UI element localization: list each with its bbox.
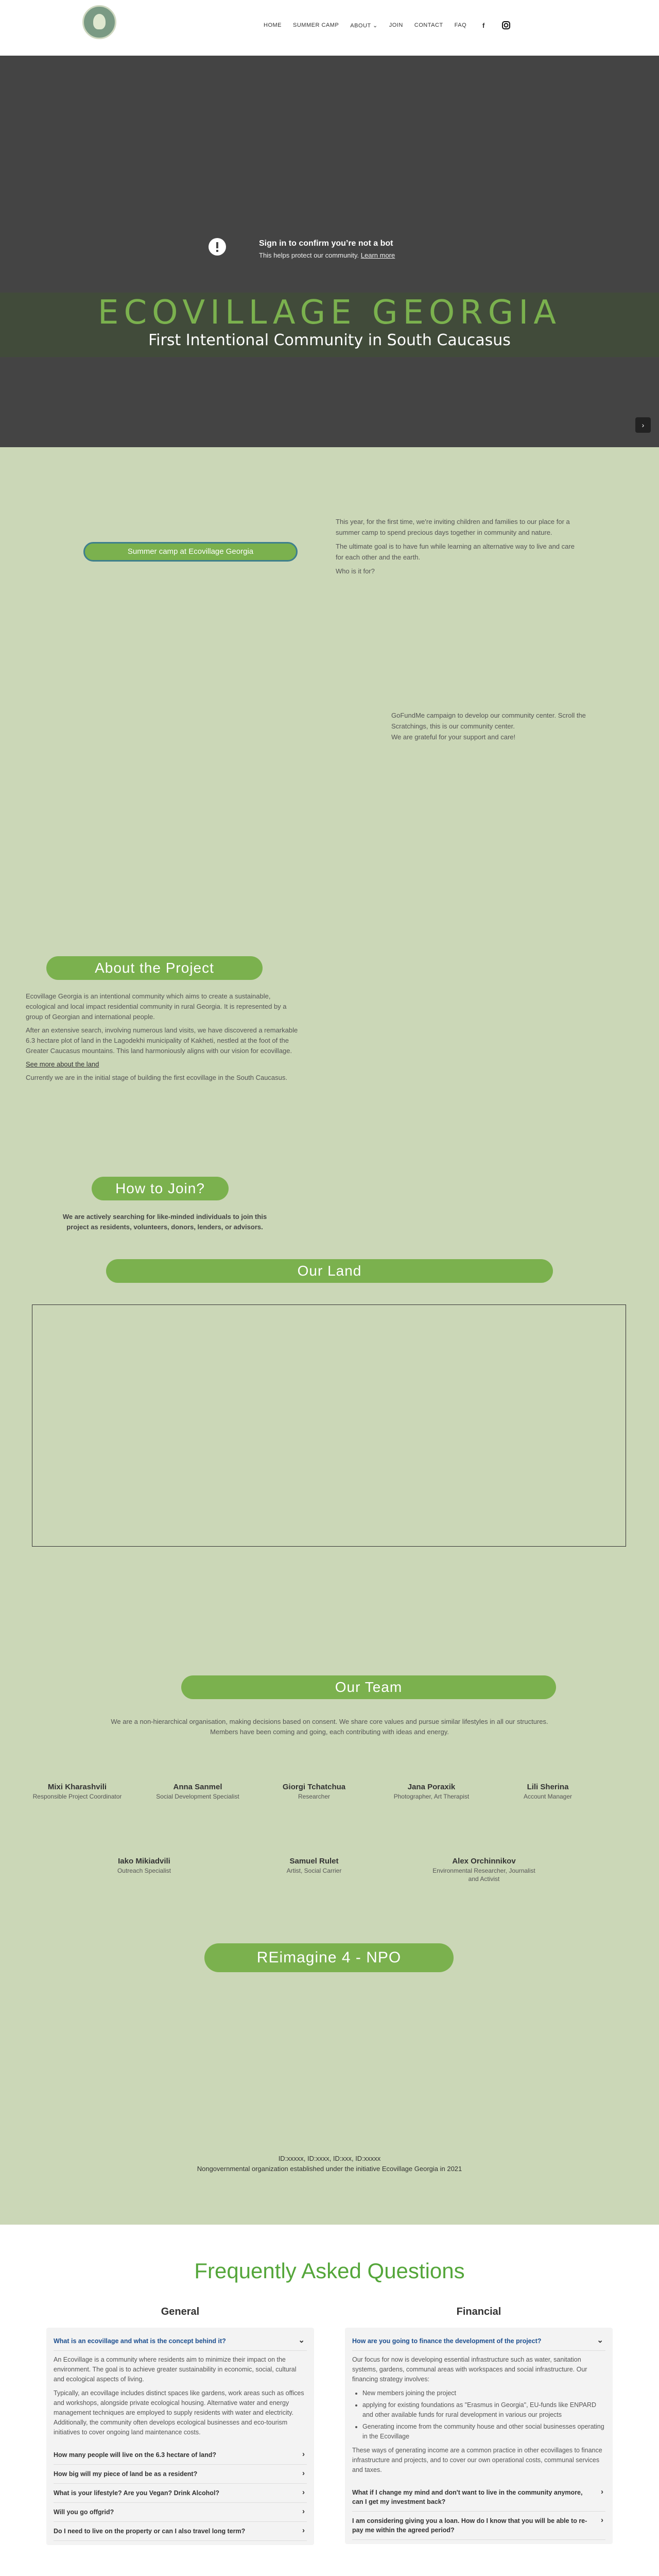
about-text bbox=[26, 991, 299, 1086]
team-member bbox=[427, 1857, 541, 1883]
warning-icon bbox=[209, 238, 226, 256]
team-intro bbox=[21, 1717, 638, 1737]
reimagine-title: REimagine 4 - NPO bbox=[204, 1943, 454, 1972]
ngo-description: Nongovernmental organization established under the initiative Ecovillage Georgia in 2021 bbox=[197, 2165, 462, 2173]
member-name: Samuel Rulet bbox=[289, 1857, 339, 1866]
faq-answer-item: • Generating income from the community house and other social businesses operating in the Ecovillage bbox=[362, 2422, 605, 2442]
intro-p1: This year, for the first time, we're inviting children and families to our place for a summer camp to spend precious days together in community and nature. bbox=[336, 518, 570, 536]
gofund-p2: We are grateful for your support and care! bbox=[391, 733, 516, 741]
intro-p2: The ultimate goal is to have fun while learning an alternative way to live and care for each other and the earth. bbox=[336, 543, 575, 561]
captcha-sub bbox=[259, 251, 395, 259]
facebook-icon[interactable]: f bbox=[482, 21, 485, 29]
site-header bbox=[0, 0, 659, 56]
join-text: We are actively searching for like-minded individuals to join this project as residents, volunteers, donors, lenders, or advisors. bbox=[62, 1213, 267, 1231]
about-p3: Currently we are in the initial stage of building the first ecovillage in the South Caucasus. bbox=[26, 1074, 288, 1081]
faq-question[interactable]: How big will my piece of land be as a resident? › bbox=[54, 2465, 307, 2484]
ecovillage-logo[interactable] bbox=[82, 5, 116, 39]
faq-question[interactable]: How are you going to finance the development of the project? ⌄ bbox=[352, 2332, 605, 2351]
faq-answer-p: These ways of generating income are a common practice in other ecovillages to finance infrastructure and projects, and to cover our own operational costs, communal services and taxes. bbox=[352, 2447, 602, 2473]
ngo-info bbox=[0, 2154, 659, 2174]
faq-answer-p: An Ecovillage is a community where residents aim to minimize their impact on the environment. The goal is to achieve greater sustainability in economic, social, cultural and ecological aspects of living. bbox=[54, 2356, 297, 2383]
member-role: Artist, Social Carrier bbox=[286, 1867, 342, 1874]
member-role: Researcher bbox=[298, 1793, 331, 1800]
faq-financial-title: Financial bbox=[456, 2306, 501, 2317]
faq-question[interactable]: Do I need to live on the property or can I also travel long term? › bbox=[54, 2522, 307, 2541]
nav-join[interactable]: JOIN bbox=[389, 22, 403, 28]
intro-text bbox=[336, 516, 578, 580]
nav-about-label: ABOUT bbox=[350, 22, 371, 29]
about-title: About the Project bbox=[46, 956, 263, 980]
captcha-overlay bbox=[209, 231, 450, 272]
summer-camp-button[interactable]: Summer camp at Ecovillage Georgia bbox=[83, 542, 298, 562]
faq-question[interactable]: Will you go offgrid? › bbox=[54, 2503, 307, 2522]
member-name: Iako Mikiadvili bbox=[118, 1857, 170, 1866]
captcha-sub-text: This helps protect our community. bbox=[259, 251, 359, 259]
member-name: Giorgi Tchatchua bbox=[282, 1783, 346, 1791]
faq-question[interactable]: I am considering giving you a loan. How do I know that you will be able to re-pay me within the agreed period? › bbox=[352, 2512, 605, 2540]
land-map[interactable] bbox=[32, 1304, 626, 1547]
learn-more-link[interactable]: Learn more bbox=[360, 251, 395, 259]
faq-answer bbox=[352, 2351, 605, 2483]
about-p2: After an extensive search, involving numerous land visits, we have discovered a remarkable 6.3 hectare plot of land in the Lagodekhi municipality of Kakheti, nestled at the foot of the Greater Caucasus mountains. This land harmoniously aligns with our vision for ecovillage. bbox=[26, 1026, 298, 1055]
faq-title: Frequently Asked Questions bbox=[194, 2259, 465, 2283]
gofund-text bbox=[391, 710, 587, 742]
nav-faq[interactable]: FAQ bbox=[454, 22, 467, 28]
faq-answer-list bbox=[352, 2388, 605, 2442]
faq-answer-item: • applying for existing foundations as "Erasmus in Georgia", EU-funds like ENPARD and other available funds for rural development in various our projects bbox=[362, 2400, 605, 2420]
member-name: Jana Poraxik bbox=[407, 1783, 456, 1791]
member-name: Lili Sherina bbox=[527, 1783, 569, 1791]
team-member bbox=[21, 1783, 134, 1801]
member-role: Responsible Project Coordinator bbox=[32, 1793, 122, 1800]
intro-p3: Who is it for? bbox=[336, 567, 375, 575]
member-role: Account Manager bbox=[523, 1793, 573, 1800]
faq-question[interactable]: What if I change my mind and don't want to live in the community anymore, can I get my investment back? › bbox=[352, 2483, 605, 2512]
main-nav bbox=[264, 20, 512, 31]
team-member bbox=[375, 1783, 488, 1801]
faq-answer-item: • New members joining the project bbox=[362, 2388, 605, 2398]
member-role: Environmental Researcher, Journalist and Activist bbox=[432, 1867, 535, 1883]
faq-answer bbox=[54, 2351, 307, 2446]
hero-title: ECOVILLAGE GEORGIA bbox=[98, 294, 561, 332]
faq-answer-p: Typically, an ecovillage includes distinct spaces like gardens, work areas such as offices and workshops, alongside private ecological housing. Alternative water and energy management techniques are employed to supply residents with water and electricity. Additionally, the community often develops ecological businesses and eco-tourism initiatives to cover ongoing land maintenance costs. bbox=[54, 2389, 304, 2436]
faq-financial-card bbox=[345, 2328, 613, 2544]
nav-about[interactable] bbox=[350, 22, 377, 29]
team-member bbox=[257, 1783, 371, 1801]
chevron-down-icon: ⌄ bbox=[373, 22, 378, 29]
hero-video[interactable] bbox=[0, 56, 659, 447]
member-role: Social Development Specialist bbox=[156, 1793, 239, 1800]
member-name: Alex Orchinnikov bbox=[452, 1857, 516, 1866]
join-title: How to Join? bbox=[92, 1177, 229, 1200]
land-title: Our Land bbox=[106, 1259, 553, 1283]
about-p1: Ecovillage Georgia is an intentional community which aims to create a sustainable, ecological and local impact residential community in rural Georgia. It is represented by a group of Georgian and international people. bbox=[26, 992, 287, 1021]
team-member bbox=[88, 1857, 201, 1875]
gofund-p1: GoFundMe campaign to develop our community center. Scroll the Scratchings, this is our community center. bbox=[391, 711, 586, 730]
about-link[interactable]: See more about the land bbox=[26, 1060, 99, 1068]
instagram-icon[interactable] bbox=[500, 20, 512, 31]
member-role: Photographer, Art Therapist bbox=[393, 1793, 470, 1800]
member-name: Anna Sanmel bbox=[173, 1783, 222, 1791]
hero-subtitle: First Intentional Community in South Caucasus bbox=[148, 331, 511, 349]
next-arrow-icon[interactable]: › bbox=[635, 417, 651, 433]
member-role: Outreach Specialist bbox=[117, 1867, 171, 1874]
faq-question[interactable]: What is an ecovillage and what is the concept behind it? ⌄ bbox=[54, 2332, 307, 2351]
team-member bbox=[257, 1857, 371, 1875]
captcha-title: Sign in to confirm you’re not a bot bbox=[259, 239, 393, 248]
team-member bbox=[141, 1783, 254, 1801]
ngo-ids: ID:xxxxx, ID:xxxx, ID:xxx, ID:xxxxx bbox=[278, 2155, 381, 2162]
faq-section bbox=[0, 2225, 659, 2576]
nav-contact[interactable]: CONTACT bbox=[414, 22, 443, 28]
nav-summer-camp[interactable]: SUMMER CAMP bbox=[293, 22, 339, 28]
nav-home[interactable]: HOME bbox=[264, 22, 282, 28]
team-intro-2: Members have been coming and going, each contributing with ideas and energy. bbox=[210, 1728, 449, 1736]
team-title: Our Team bbox=[181, 1675, 556, 1699]
team-member bbox=[491, 1783, 604, 1801]
team-intro-1: We are a non-hierarchical organisation, making decisions based on consent. We share core values and pursue similar lifestyles in all our structures. bbox=[111, 1718, 548, 1725]
faq-question[interactable]: How many people will live on the 6.3 hectare of land? › bbox=[54, 2446, 307, 2465]
faq-answer-p: Our focus for now is developing essential infrastructure such as water, sanitation systems, gardens, communal areas with workspaces and social infrastructure. Our financing strategy involves: bbox=[352, 2356, 587, 2383]
faq-general-card bbox=[46, 2328, 314, 2545]
faq-general-title: General bbox=[161, 2306, 200, 2317]
member-name: Mixi Kharashvili bbox=[47, 1783, 107, 1791]
faq-question[interactable]: What is your lifestyle? Are you Vegan? Drink Alcohol? › bbox=[54, 2484, 307, 2503]
